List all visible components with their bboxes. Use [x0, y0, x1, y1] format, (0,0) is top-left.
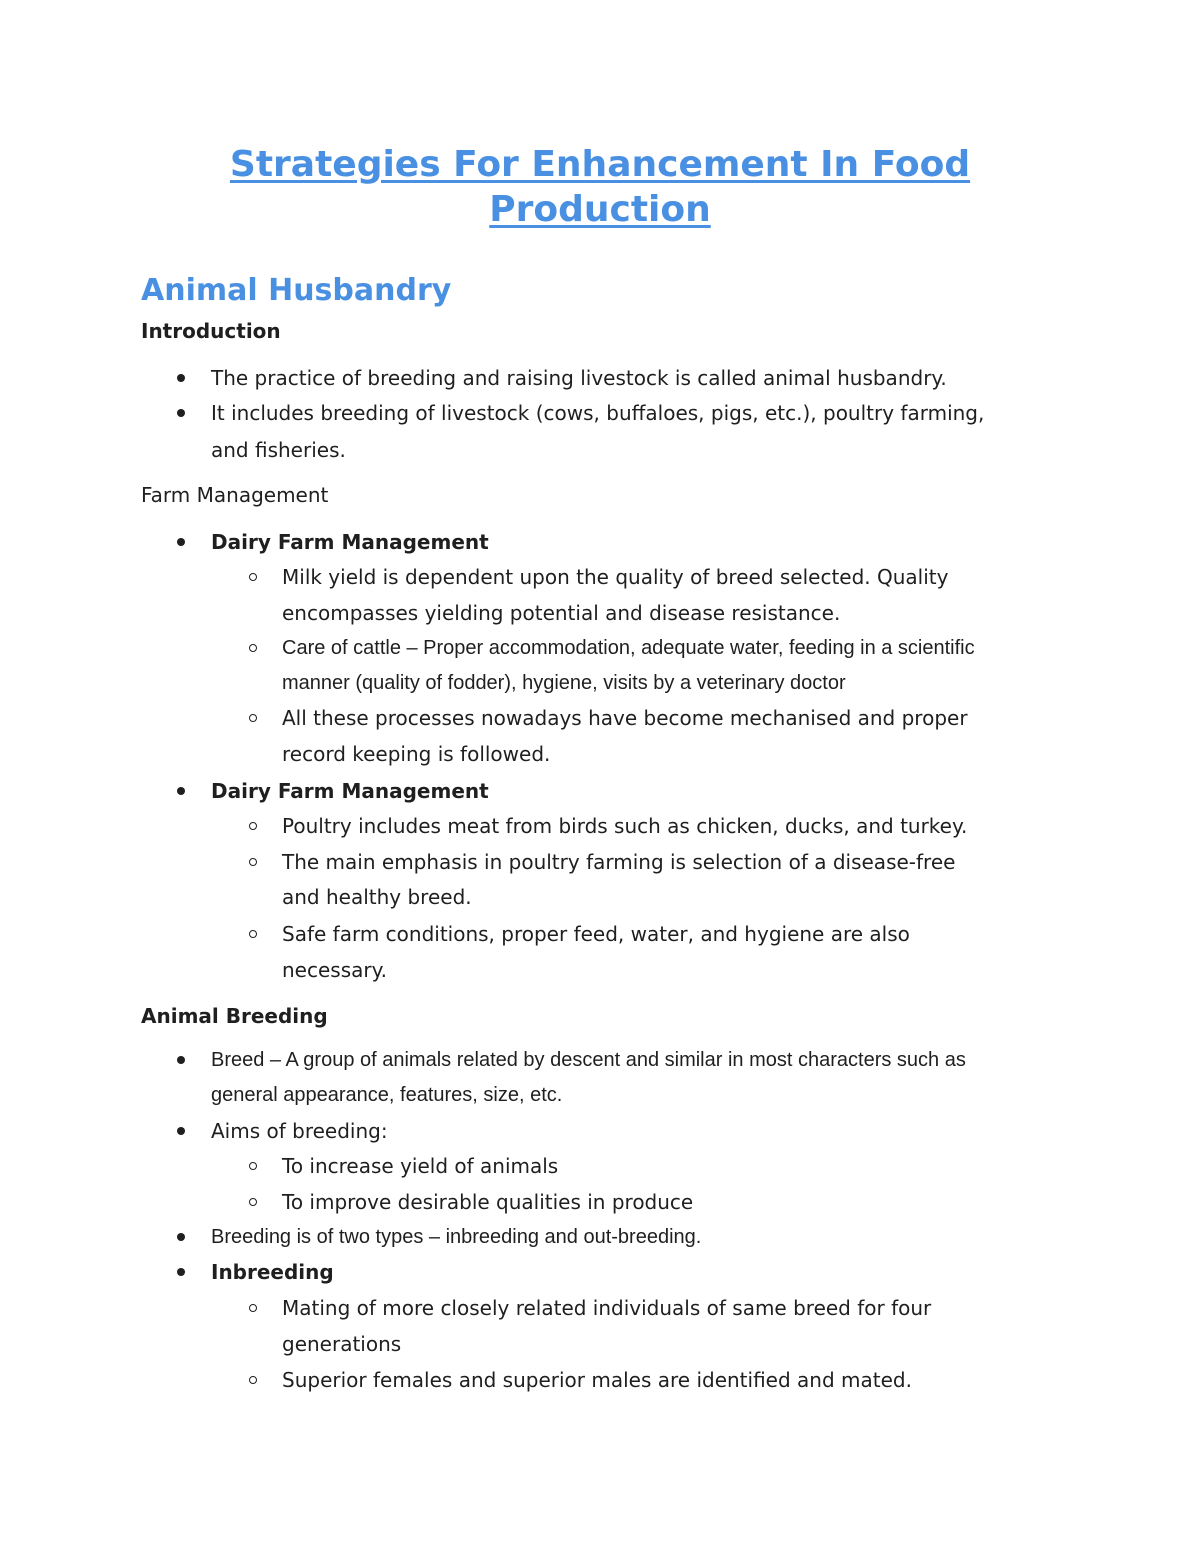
dairy-item-1-line-1: Milk yield is dependent upon the quality of breed selected. Quality [282, 565, 949, 589]
bullet-icon [177, 787, 185, 795]
bullet-icon [177, 1056, 185, 1064]
bullet-icon [177, 1127, 185, 1135]
dairy-item-2-line-1: Care of cattle – Proper accommodation, adequate water, feeding in a scientific [282, 637, 975, 659]
section-heading-animal-husbandry: Animal Husbandry [141, 273, 452, 308]
document-title [150, 142, 1050, 232]
inbreeding-item-2: Superior females and superior males are identified and mated. [282, 1368, 912, 1392]
dairy-farm-heading-1: Dairy Farm Management [211, 530, 489, 554]
bullet-icon [177, 1268, 185, 1276]
sub-bullet-icon [249, 644, 257, 652]
intro-item-1: The practice of breeding and raising livestock is called animal husbandry. [211, 366, 947, 390]
sub-bullet-icon [249, 1198, 257, 1206]
dairy-farm-heading-2: Dairy Farm Management [211, 779, 489, 803]
poultry-item-1: Poultry includes meat from birds such as chicken, ducks, and turkey. [282, 814, 968, 838]
heading-introduction: Introduction [141, 319, 281, 343]
bullet-icon [177, 1233, 185, 1241]
poultry-item-3-line-1: Safe farm conditions, proper feed, water, and hygiene are also [282, 922, 910, 946]
sub-bullet-icon [249, 1162, 257, 1170]
inbreeding-heading: Inbreeding [211, 1260, 334, 1284]
breeding-item-2: Aims of breeding: [211, 1119, 388, 1143]
poultry-item-3-line-2: necessary. [282, 958, 387, 982]
dairy-item-3-line-2: record keeping is followed. [282, 742, 551, 766]
sub-bullet-icon [249, 822, 257, 830]
bullet-icon [177, 409, 185, 417]
bullet-icon [177, 538, 185, 546]
breeding-item-3: Breeding is of two types – inbreeding and out-breeding. [211, 1226, 702, 1248]
sub-bullet-icon [249, 930, 257, 938]
dairy-item-3-line-1: All these processes nowadays have become mechanised and proper [282, 706, 968, 730]
intro-item-2-line-1: It includes breeding of livestock (cows, buffaloes, pigs, etc.), poultry farming, [211, 401, 985, 425]
sub-bullet-icon [249, 573, 257, 581]
heading-farm-management: Farm Management [141, 483, 329, 507]
sub-bullet-icon [249, 858, 257, 866]
inbreeding-item-1-line-2: generations [282, 1332, 402, 1356]
heading-animal-breeding: Animal Breeding [141, 1004, 328, 1028]
bullet-icon [177, 374, 185, 382]
sub-bullet-icon [249, 714, 257, 722]
sub-bullet-icon [249, 1376, 257, 1384]
poultry-item-2-line-2: and healthy breed. [282, 885, 472, 909]
poultry-item-2-line-1: The main emphasis in poultry farming is selection of a disease-free [282, 850, 956, 874]
aims-item-2: To improve desirable qualities in produce [282, 1190, 694, 1214]
title-line-2: Production [489, 189, 711, 230]
title-line-1: Strategies For Enhancement In Food [229, 144, 971, 185]
dairy-item-1-line-2: encompasses yielding potential and disease resistance. [282, 601, 841, 625]
inbreeding-item-1-line-1: Mating of more closely related individuals of same breed for four [282, 1296, 932, 1320]
intro-item-2-line-2: and fisheries. [211, 438, 346, 462]
breeding-item-1-line-2: general appearance, features, size, etc. [211, 1084, 563, 1106]
breeding-item-1-line-1: Breed – A group of animals related by descent and similar in most characters such as [211, 1049, 966, 1071]
aims-item-1: To increase yield of animals [282, 1154, 559, 1178]
dairy-item-2-line-2: manner (quality of fodder), hygiene, visits by a veterinary doctor [282, 672, 846, 694]
sub-bullet-icon [249, 1304, 257, 1312]
